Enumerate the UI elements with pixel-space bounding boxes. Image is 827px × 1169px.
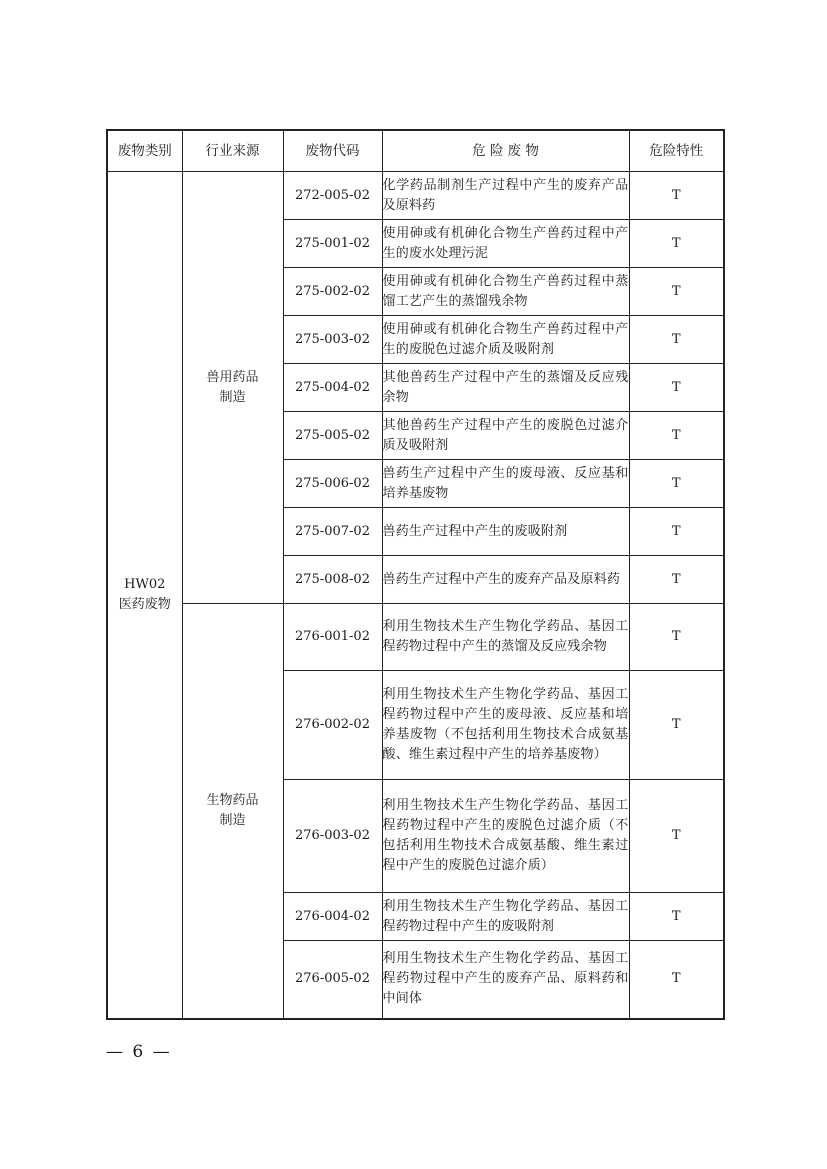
hazard-property: T — [629, 460, 724, 508]
hazard-property: T — [629, 780, 724, 893]
waste-description: 其他兽药生产过程中产生的废脱色过滤介质及吸附剂 — [382, 412, 629, 460]
waste-code: 272-005-02 — [283, 172, 382, 220]
category-code: HW02 — [124, 576, 166, 592]
waste-code: 275-001-02 — [283, 220, 382, 268]
waste-code: 276-001-02 — [283, 604, 382, 671]
source-line: 制造 — [219, 812, 246, 828]
hazard-property: T — [629, 508, 724, 556]
waste-code: 275-008-02 — [283, 556, 382, 604]
table-row — [107, 172, 724, 220]
waste-code: 275-004-02 — [283, 364, 382, 412]
waste-description: 利用生物技术生产生物化学药品、基因工程药物过程中产生的废吸附剂 — [382, 893, 629, 941]
hazard-property: T — [629, 893, 724, 941]
hazard-property: T — [629, 364, 724, 412]
waste-description: 使用砷或有机砷化合物生产兽药过程中产生的废水处理污泥 — [382, 220, 629, 268]
waste-description: 利用生物技术生产生物化学药品、基因工程药物过程中产生的废脱色过滤介质（不包括利用生物技术合成氨基酸、维生素过程中产生的废脱色过滤介质） — [382, 780, 629, 893]
waste-description: 兽药生产过程中产生的废吸附剂 — [382, 508, 629, 556]
hazard-property: T — [629, 671, 724, 780]
hazard-property: T — [629, 604, 724, 671]
source-line: 兽用药品 — [206, 369, 259, 385]
header-waste-category: 废物类别 — [107, 130, 182, 172]
waste-code: 275-007-02 — [283, 508, 382, 556]
hazard-property: T — [629, 172, 724, 220]
waste-description: 使用砷或有机砷化合物生产兽药过程中蒸馏工艺产生的蒸馏残余物 — [382, 268, 629, 316]
hazard-property: T — [629, 941, 724, 1019]
page-number: — 6 — — [106, 1042, 172, 1062]
waste-code: 275-002-02 — [283, 268, 382, 316]
industry-source-biological — [182, 604, 283, 1019]
hazardous-waste-table — [106, 129, 725, 1020]
table-header-row — [107, 130, 724, 172]
waste-description: 利用生物技术生产生物化学药品、基因工程药物过程中产生的蒸馏及反应残余物 — [382, 604, 629, 671]
waste-description: 兽药生产过程中产生的废弃产品及原料药 — [382, 556, 629, 604]
waste-code: 275-003-02 — [283, 316, 382, 364]
industry-source-veterinary — [182, 172, 283, 604]
waste-code: 276-004-02 — [283, 893, 382, 941]
header-waste-code: 废物代码 — [283, 130, 382, 172]
hazard-property: T — [629, 412, 724, 460]
hazard-property: T — [629, 268, 724, 316]
waste-code: 275-005-02 — [283, 412, 382, 460]
waste-code: 275-006-02 — [283, 460, 382, 508]
waste-description: 利用生物技术生产生物化学药品、基因工程药物过程中产生的废弃产品、原料药和中间体 — [382, 941, 629, 1019]
waste-description: 使用砷或有机砷化合物生产兽药过程中产生的废脱色过滤介质及吸附剂 — [382, 316, 629, 364]
category-label: 医药废物 — [118, 596, 171, 612]
hazard-property: T — [629, 220, 724, 268]
table-row — [107, 604, 724, 671]
source-line: 制造 — [219, 389, 246, 405]
waste-code: 276-005-02 — [283, 941, 382, 1019]
waste-code: 276-003-02 — [283, 780, 382, 893]
waste-description: 利用生物技术生产生物化学药品、基因工程药物过程中产生的废母液、反应基和培养基废物（不包括利用生物技术合成氨基酸、维生素过程中产生的培养基废物） — [382, 671, 629, 780]
waste-category-cell — [107, 172, 182, 1019]
waste-description: 兽药生产过程中产生的废母液、反应基和培养基废物 — [382, 460, 629, 508]
header-hazard-property: 危险特性 — [629, 130, 724, 172]
waste-description: 化学药品制剂生产过程中产生的废弃产品及原料药 — [382, 172, 629, 220]
waste-description: 其他兽药生产过程中产生的蒸馏及反应残余物 — [382, 364, 629, 412]
header-industry-source: 行业来源 — [182, 130, 283, 172]
hazard-property: T — [629, 316, 724, 364]
hazard-property: T — [629, 556, 724, 604]
source-line: 生物药品 — [206, 792, 259, 808]
waste-code: 276-002-02 — [283, 671, 382, 780]
header-hazardous-waste: 危 险 废 物 — [382, 130, 629, 172]
